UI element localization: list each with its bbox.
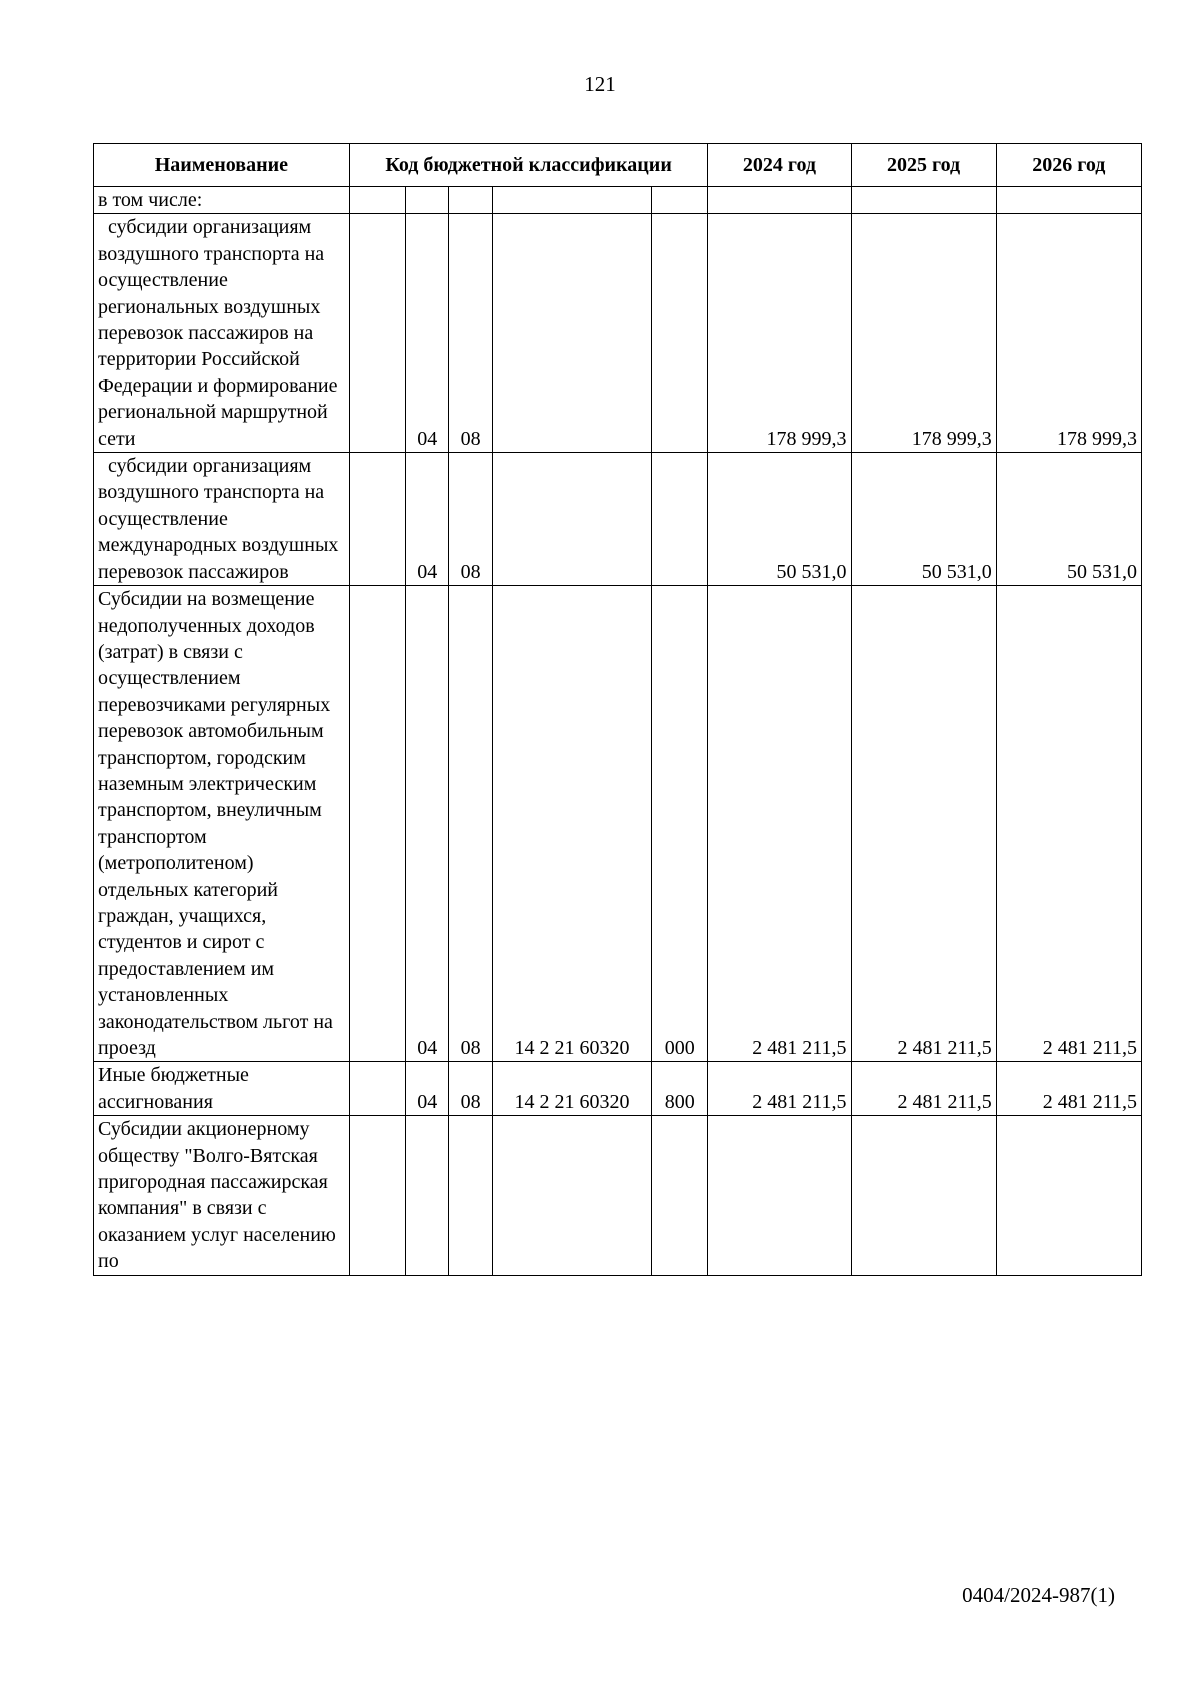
row-2026: 178 999,3	[996, 214, 1141, 453]
row-target-article	[492, 214, 651, 453]
row-subsection: 08	[449, 453, 492, 586]
header-2025: 2025 год	[851, 144, 996, 187]
row-2026: 2 481 211,5	[996, 1062, 1141, 1116]
row-2026	[996, 1116, 1141, 1275]
table-row	[94, 586, 1142, 1062]
row-expense-type	[652, 453, 708, 586]
row-2026: 50 531,0	[996, 453, 1141, 586]
row-target-article	[492, 453, 651, 586]
row-expense-type	[652, 1116, 708, 1275]
row-2024: 2 481 211,5	[708, 586, 851, 1062]
row-2025: 2 481 211,5	[851, 586, 996, 1062]
row-name: Субсидии акционерному обществу "Волго-Вятская пригородная пассажирская компания" в связи с оказанием услуг населению по	[94, 1116, 350, 1275]
row-target-article: 14 2 21 60320	[492, 1062, 651, 1116]
header-code: Код бюджетной классификации	[349, 144, 708, 187]
row-2025: 2 481 211,5	[851, 1062, 996, 1116]
header-2024: 2024 год	[708, 144, 851, 187]
row-name: субсидии организациям воздушного транспорта на осуществление региональных воздушных перевозок пассажиров на территории Российской Федерации и формирование региональной маршрутной сети	[94, 214, 350, 453]
empty-cell	[349, 1116, 405, 1275]
row-section	[406, 1116, 449, 1275]
row-section	[406, 187, 449, 214]
empty-cell	[349, 453, 405, 586]
row-name: субсидии организациям воздушного транспорта на осуществление международных воздушных перевозок пассажиров	[94, 453, 350, 586]
empty-cell	[349, 1062, 405, 1116]
row-expense-type	[652, 214, 708, 453]
row-2025: 178 999,3	[851, 214, 996, 453]
row-2025	[851, 187, 996, 214]
row-section: 04	[406, 586, 449, 1062]
row-section: 04	[406, 453, 449, 586]
row-subsection: 08	[449, 586, 492, 1062]
row-section: 04	[406, 1062, 449, 1116]
table-row	[94, 1116, 1142, 1275]
page-number: 121	[584, 72, 616, 96]
row-2025: 50 531,0	[851, 453, 996, 586]
row-2024	[708, 187, 851, 214]
row-2024: 178 999,3	[708, 214, 851, 453]
row-expense-type: 000	[652, 586, 708, 1062]
row-name: Субсидии на возмещение недополученных доходов (затрат) в связи с осуществлением перевозчиками регулярных перевозок автомобильным транспортом, городским наземным электрическим транспортом, внеуличным транспортом (метрополитеном) отдельных категорий граждан, учащихся, студентов и сирот с предоставлением им установленных законодательством льгот на проезд	[94, 586, 350, 1062]
table-row	[94, 187, 1142, 214]
row-2024: 50 531,0	[708, 453, 851, 586]
table-row	[94, 214, 1142, 453]
row-name: в том числе:	[94, 187, 350, 214]
budget-table	[93, 143, 1142, 1276]
header-2026: 2026 год	[996, 144, 1141, 187]
table-header-row	[94, 144, 1142, 187]
empty-cell	[349, 214, 405, 453]
row-target-article	[492, 1116, 651, 1275]
row-subsection: 08	[449, 214, 492, 453]
table-row	[94, 453, 1142, 586]
row-expense-type	[652, 187, 708, 214]
row-name: Иные бюджетные ассигнования	[94, 1062, 350, 1116]
empty-cell	[349, 187, 405, 214]
row-2026: 2 481 211,5	[996, 586, 1141, 1062]
row-subsection	[449, 187, 492, 214]
row-target-article	[492, 187, 651, 214]
header-name: Наименование	[94, 144, 350, 187]
row-2024	[708, 1116, 851, 1275]
document-code: 0404/2024-987(1)	[962, 1583, 1115, 1607]
row-section: 04	[406, 214, 449, 453]
empty-cell	[349, 586, 405, 1062]
row-target-article: 14 2 21 60320	[492, 586, 651, 1062]
row-2026	[996, 187, 1141, 214]
row-2025	[851, 1116, 996, 1275]
row-expense-type: 800	[652, 1062, 708, 1116]
row-subsection	[449, 1116, 492, 1275]
row-subsection: 08	[449, 1062, 492, 1116]
row-2024: 2 481 211,5	[708, 1062, 851, 1116]
table-row	[94, 1062, 1142, 1116]
